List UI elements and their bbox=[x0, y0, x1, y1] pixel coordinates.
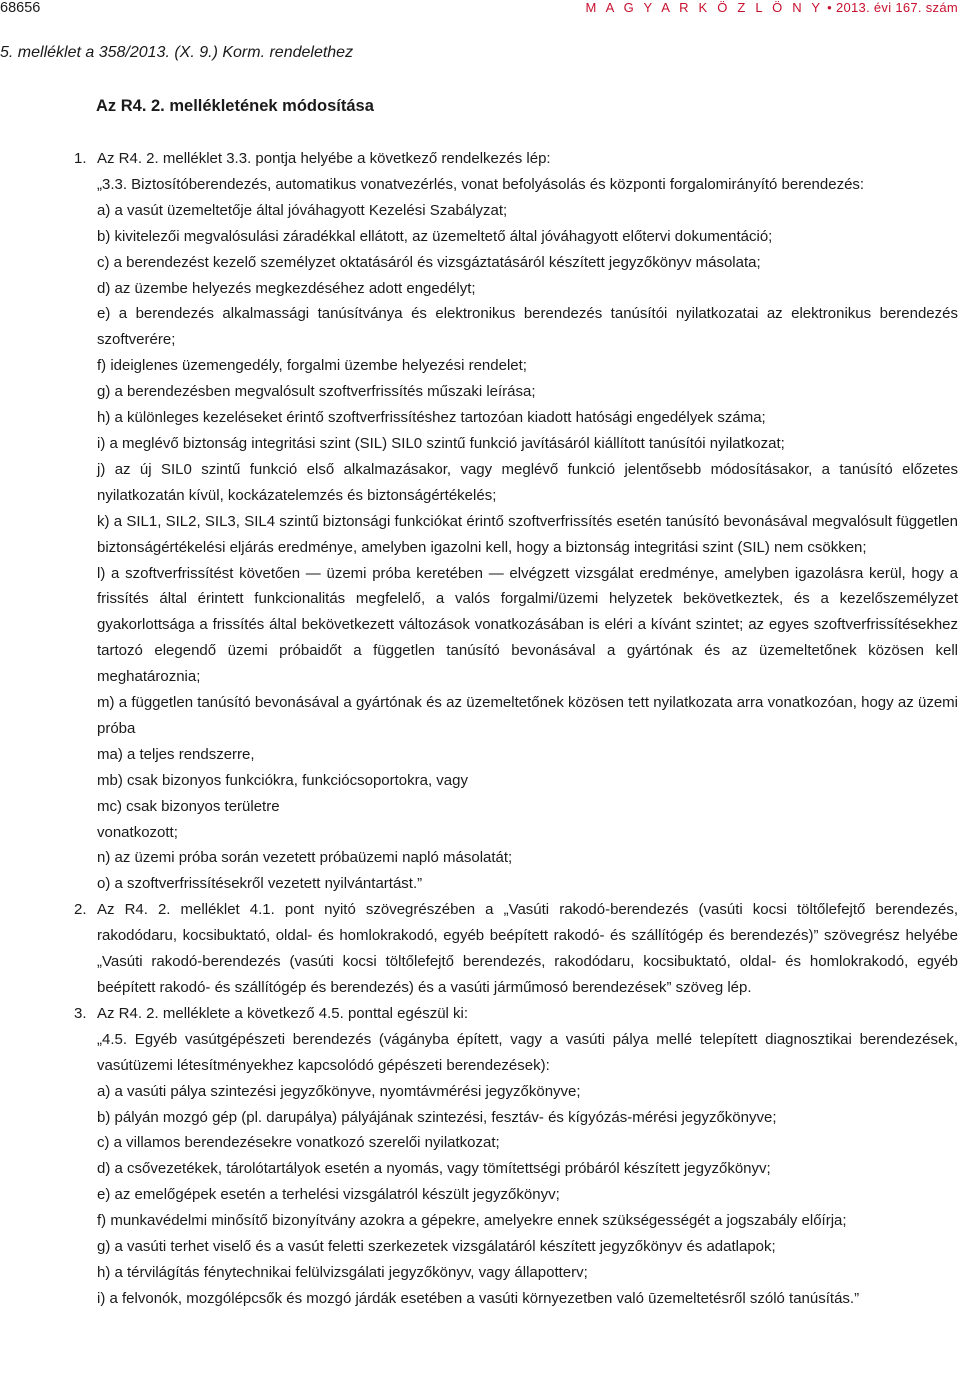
paragraph: ma) a teljes rendszerre, bbox=[97, 745, 255, 763]
paragraph: mc) csak bizonyos területre bbox=[97, 797, 280, 815]
item-intro: Az R4. 2. melléklet 3.3. pontja helyébe a következő rendelkezés lép: bbox=[97, 150, 551, 167]
paragraph: c) a berendezést kezelő személyzet oktatásáról és vizsgáztatásáról készített jegyzőkönyv másolata; bbox=[97, 253, 761, 271]
paragraph: a) a vasút üzemeltetője által jóváhagyott Kezelési Szabályzat; bbox=[97, 201, 508, 219]
quoted-section-3-3 bbox=[0, 172, 958, 897]
paragraph: d) az üzembe helyezés megkezdéséhez adott engedélyt; bbox=[97, 279, 476, 297]
paragraph: m) a független tanúsító bevonásával a gyártónak és az üzemeltetőnek közösen tett nyilatkozata arra vonatkozóan, hogy az üzemi próba bbox=[97, 694, 958, 737]
issue-number: 2013. évi 167. szám bbox=[835, 0, 958, 15]
paragraph: g) a vasúti terhet viselő és a vasút feletti szerkezetek vizsgálatáról készített jegyzőkönyv és adatlapok; bbox=[97, 1238, 776, 1256]
page-header bbox=[0, 0, 960, 24]
paragraph: i) a felvonók, mozgólépcsők és mozgó járdák esetében a vasúti környezetben való ūzemeltetésről szóló tanúsítás.” bbox=[97, 1289, 860, 1307]
item-number: 2. bbox=[74, 901, 87, 919]
paragraph: l) a szoftverfrissítést követően — üzemi próba keretében — elvégzett vizsgálat eredménye, amelyben igazolásra kerül, hogy a frissítés által érintett funkcionalitás megfelelő, a valós forgalmi/üzemi helyzetek bekövetkeztek, és a kezelőszemélyzet gyakorlottsága a frissítés által bekövetkezett változások vonatkozásában is eléri a kívánt szintet; az egyes szoftverfrissítésekhez tartozó elegendő üzemi próbaidőt a független tanúsító bevonásával a gyártónak és az üzemeltetőnek közösen kell meghatároznia; bbox=[97, 564, 958, 686]
paragraph: „4.5. Egyéb vasútgépészeti berendezés (vágányba épített, vagy a vasúti pálya mellé telepített diagnosztikai berendezések, vasútüzemi létesítményekhez kapcsolódó gépészeti berendezések): bbox=[97, 1030, 958, 1074]
paragraph: j) az új SIL0 szintű funkció első alkalmazásakor, vagy meglévő funkció jelentősebb módosításakor, a tanúsító előzetes nyilatkozatán kívül, kockázatelemzés és biztonságértékelés; bbox=[97, 460, 958, 504]
paragraph: k) a SIL1, SIL2, SIL3, SIL4 szintű biztonsági funkciókat érintő szoftverfrissítés esetén tanúsító bevonásával megvalósult független biztonságértékelési eljárás eredménye, amelyben igazolni kell, hogy a biztonság integritási szint (SIL) nem csökken; bbox=[97, 512, 958, 556]
publication-name: M A G Y A R K Ö Z L Ö N Y bbox=[585, 0, 824, 15]
paragraph: c) a villamos berendezésekre vonatkozó szerelői nyilatkozat; bbox=[97, 1134, 500, 1152]
list-item-2 bbox=[0, 897, 958, 1001]
list-item-1 bbox=[0, 146, 958, 172]
annex-reference: 5. melléklet a 358/2013. (X. 9.) Korm. rendelethez bbox=[0, 44, 354, 61]
paragraph: i) a meglévő biztonság integritási szint (SIL) SIL0 szintű funkció javításáról kiállított tanúsítói nyilatkozat; bbox=[97, 434, 785, 452]
paragraph: e) az emelőgépek esetén a terhelési vizsgálatról készült jegyzőkönyv; bbox=[97, 1186, 560, 1204]
item-number: 3. bbox=[74, 1004, 87, 1022]
item-text: Az R4. 2. melléklet 4.1. pont nyitó szövegrészében a „Vasúti rakodó-berendezés (vasúti kocsi töltőlefejtő berendezés, rakodódaru, kocsibuktató, oldal- és homlokrakodó, egyéb beépített rakodó- és szállítógép és berendezés)” szövegrész helyébe „Vasúti rakodó-berendezés (vasúti kocsi töltőlefejtő berendezés, rakodódaru, kocsibuktató, oldal- és homlokrakodó, egyéb beépített rakodó- és szállítógép és berendezés) és a vasúti járműmosó berendezések” szöveg lép. bbox=[97, 901, 958, 996]
paragraph: d) a csővezetékek, tárolótartályok esetén a nyomás, vagy tömítettségi próbáról készített jegyzőkönyv; bbox=[97, 1160, 771, 1178]
paragraph: b) kivitelezői megvalósulási záradékkal ellátott, az üzemeltető által jóváhagyott előtervi dokumentáció; bbox=[97, 227, 773, 245]
item-number: 1. bbox=[74, 150, 87, 167]
paragraph: e) a berendezés alkalmassági tanúsítványa és elektronikus berendezés tanúsítói nyilatkozatai az elektronikus berendezés szoftverére; bbox=[97, 305, 958, 349]
running-head bbox=[585, 0, 958, 15]
paragraph: vonatkozott; bbox=[97, 823, 178, 841]
paragraph: mb) csak bizonyos funkciókra, funkciócsoportokra, vagy bbox=[97, 771, 468, 789]
quoted-section-4-5 bbox=[0, 1027, 958, 1312]
section-title: Az R4. 2. mellékletének módosítása bbox=[96, 97, 374, 115]
item-intro: Az R4. 2. melléklete a következő 4.5. ponttal egészül ki: bbox=[97, 1004, 469, 1022]
page-number: 68656 bbox=[0, 0, 41, 16]
paragraph: b) pályán mozgó gép (pl. darupálya) pályájának szintezési, fesztáv- és kígyózás-mérési jegyzőkönyve; bbox=[97, 1108, 777, 1126]
paragraph: a) a vasúti pálya szintezési jegyzőkönyve, nyomtávmérési jegyzőkönyve; bbox=[97, 1082, 581, 1100]
paragraph: f) ideiglenes üzemengedély, forgalmi üzembe helyezési rendelet; bbox=[97, 357, 527, 375]
list-item-3 bbox=[0, 1001, 958, 1027]
document-body bbox=[0, 146, 958, 1312]
paragraph: f) munkavédelmi minősítő bizonyítvány azokra a gépekre, amelyekre ennek szükségességét a jogszabály előírja; bbox=[97, 1212, 847, 1230]
paragraph: n) az üzemi próba során vezetett próbaüzemi napló másolatát; bbox=[97, 849, 513, 867]
separator-dot: • bbox=[827, 0, 833, 15]
paragraph: „3.3. Biztosítóberendezés, automatikus vonatvezérlés, vonat befolyásolás és központi forgalomirányító berendezés: bbox=[97, 175, 865, 193]
paragraph: o) a szoftverfrissítésekről vezetett nyilvántartást.” bbox=[97, 875, 423, 893]
paragraph: g) a berendezésben megvalósult szoftverfrissítés műszaki leírása; bbox=[97, 383, 536, 401]
paragraph: h) a térvilágítás fénytechnikai felülvizsgálati jegyzőkönyv, vagy állapotterv; bbox=[97, 1263, 588, 1281]
paragraph: h) a különleges kezeléseket érintő szoftverfrissítéshez tartozóan kiadott hatósági engedélyek száma; bbox=[97, 409, 766, 427]
